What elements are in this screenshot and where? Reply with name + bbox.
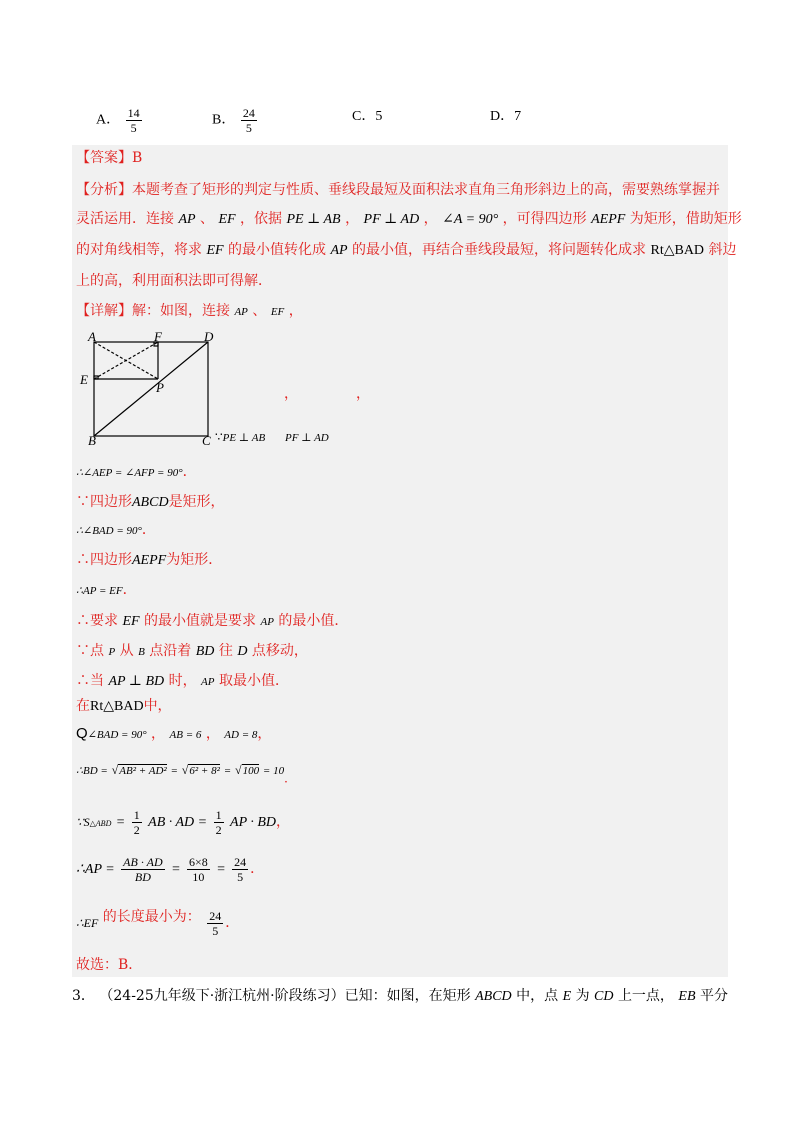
option-a-label: A．	[96, 112, 121, 128]
step-2-text-a: ∵四边形	[76, 494, 132, 510]
frac-num: 1	[215, 807, 222, 822]
math-e: E	[562, 989, 572, 1004]
step-dot: ．	[182, 464, 197, 480]
math-ap: AP	[201, 676, 215, 688]
step-dot: ．	[284, 771, 297, 785]
option-b	[212, 106, 259, 135]
label-c: C	[202, 433, 211, 446]
analysis-comma: ，	[345, 211, 360, 227]
step-7-text-d: 往	[218, 643, 233, 659]
math-area: ∵S	[76, 815, 90, 829]
step-comma: ，	[257, 726, 272, 742]
step-8	[76, 671, 289, 692]
step-12	[76, 806, 290, 840]
question-text-d: 上一点，	[617, 988, 674, 1004]
fraction-half-1	[132, 808, 142, 837]
step-7-text-a: ∵点	[76, 643, 104, 659]
diagonal-bd	[94, 342, 208, 436]
analysis-text-2c: ，依据	[240, 211, 283, 227]
analysis-text-3d: 斜边	[708, 242, 737, 258]
because-perp-line	[215, 430, 329, 444]
step-8-text-b: 时，	[168, 673, 197, 689]
step-6-text-a: ∴要求	[76, 613, 118, 629]
option-a-fraction	[126, 106, 142, 135]
analysis-tag: 【分析】	[76, 182, 132, 198]
analysis-line-2	[76, 209, 742, 230]
label-e: E	[80, 372, 88, 387]
analysis-text-2a: 灵活运用．连接	[76, 211, 174, 227]
math-ef: EF	[218, 212, 236, 227]
step-11: ∴BD = √AB² + AD² = √6² + 8² = √100 = 10．	[76, 763, 297, 785]
math-ab-ad: AB · AD =	[148, 815, 208, 830]
analysis-line-4: 上的高，利用面积法即可得解．	[76, 273, 272, 289]
math-bd: BD	[195, 644, 215, 659]
step-7-text-c: 点沿着	[149, 643, 192, 659]
math-ef: EF	[83, 916, 99, 930]
question-number: 3．	[72, 988, 95, 1004]
math-ap: AP	[330, 243, 348, 258]
question-text-b: 中，点	[516, 988, 559, 1004]
step-4-text-b: 为矩形．	[166, 552, 223, 568]
math-angles-90: ∴∠AEP = ∠AFP = 90°	[76, 467, 183, 479]
step-14	[76, 906, 239, 940]
frac-den: 2	[215, 822, 222, 837]
frac-num: 24	[234, 854, 247, 869]
step-comma: ，	[151, 726, 166, 742]
option-b-den: 5	[245, 121, 252, 135]
detail-tag: 【详解】	[76, 303, 132, 319]
math-ap: AP	[260, 616, 274, 628]
math-abcd: ABCD	[475, 989, 512, 1004]
analysis-text-3c: 的最小值，再结合垂线段最短，将问题转化成求	[352, 242, 647, 258]
analysis-text-3a: 的对角线相等，将求	[76, 242, 202, 258]
step-dot: ．	[122, 582, 137, 598]
option-c: C．5	[352, 109, 383, 124]
step-6-text-c: 的最小值．	[278, 613, 349, 629]
step-dot: ．	[225, 915, 240, 931]
frac-num: 1	[133, 807, 140, 822]
analysis-text-1: 本题考查了矩形的判定与性质、垂线段最短及面积法求直角三角形斜边上的高，需要熟练掌握并	[132, 182, 720, 198]
answer-line	[76, 148, 142, 168]
step-1	[76, 462, 197, 483]
math-eq: =	[216, 862, 226, 877]
frac-num: 6×8	[188, 854, 208, 869]
fraction-half-2	[214, 808, 224, 837]
step-8-text-c: 取最小值．	[218, 673, 289, 689]
math-ap-bd: AP · BD	[230, 815, 277, 830]
step-9-text-b: 中，	[143, 698, 172, 714]
math-sqrt-3: 100	[242, 765, 260, 777]
step-4	[76, 550, 222, 571]
question-3	[72, 986, 728, 1007]
step-7-text-e: 点移动，	[251, 643, 308, 659]
frac-den: 10	[192, 869, 205, 884]
math-angle-bad: ∴∠BAD = 90°	[76, 525, 142, 537]
math-eq: =	[115, 815, 126, 830]
option-b-num: 24	[242, 106, 255, 120]
math-ap-eq-ef: ∴AP = EF	[76, 585, 123, 597]
label-f: F	[154, 329, 162, 344]
analysis-line-1	[76, 180, 720, 200]
math-eq: =	[223, 765, 232, 777]
fraction-24-5	[232, 855, 248, 884]
label-b: B	[88, 433, 96, 446]
frac-den: 5	[212, 923, 219, 938]
q-symbol: Q	[76, 725, 88, 742]
detail-intro	[76, 301, 303, 322]
step-13	[76, 852, 264, 887]
question-text-e: 平分	[699, 988, 728, 1004]
analysis-line-3	[76, 240, 737, 261]
math-aepf: AEPF	[132, 553, 167, 568]
math-d: D	[237, 644, 248, 659]
frac-num: AB · AD	[123, 854, 163, 869]
choose-line: 故选：B．	[76, 957, 143, 973]
step-dot: ．	[250, 861, 265, 877]
detail-intro-text: 解：如图，连接	[132, 303, 230, 319]
label-p: P	[156, 380, 164, 395]
step-14-text: 的长度最小为：	[102, 909, 201, 925]
fraction-6x8-10	[187, 855, 210, 884]
math-p: P	[108, 646, 116, 658]
option-a	[96, 106, 144, 135]
math-eq: =	[170, 765, 178, 777]
math-eq-10: = 10	[262, 765, 285, 777]
detail-comma: ，	[288, 303, 303, 319]
math-ad-8: AD = 8	[224, 729, 258, 741]
option-a-den: 5	[130, 121, 137, 135]
therefore-symbol: ∴	[76, 916, 84, 930]
step-6-text-b: 的最小值就是要求	[144, 613, 257, 629]
question-text-c: 为	[575, 988, 590, 1004]
frac-den: 5	[237, 869, 244, 884]
step-comma: ，	[276, 814, 291, 830]
option-b-label: B．	[212, 112, 236, 128]
frac-num: 24	[209, 908, 222, 923]
step-5	[76, 580, 137, 601]
math-angle-bad: ∠BAD = 90°	[87, 729, 147, 741]
label-d: D	[204, 329, 214, 344]
math-angle-a: ∠A = 90°	[442, 212, 499, 227]
step-9	[76, 696, 172, 717]
math-pf-perp-ad: PF ⊥ AD	[285, 432, 329, 444]
math-ab-6: AB = 6	[169, 729, 202, 741]
math-sqrt-1: AB² + AD²	[119, 765, 167, 777]
math-eq: =	[171, 862, 181, 877]
label-a: A	[88, 329, 96, 344]
answer-value: B	[132, 150, 143, 166]
math-rt-bad: Rt△BAD	[650, 243, 705, 258]
step-comma: ，	[205, 726, 220, 742]
math-ap-perp-bd: AP ⊥ BD	[108, 674, 165, 689]
math-ap: AP	[178, 212, 196, 227]
math-b: B	[138, 646, 145, 658]
math-ef: EF	[122, 614, 140, 629]
step-7-text-b: 从	[119, 643, 134, 659]
step-2	[76, 492, 225, 513]
floating-comma-1: ，	[284, 386, 298, 402]
because-symbol: ∵	[215, 430, 223, 444]
fraction-24-5-final	[207, 909, 223, 938]
analysis-text-2g: 为矩形，借助矩形	[629, 211, 742, 227]
math-aepf: AEPF	[591, 212, 626, 227]
step-10	[76, 724, 271, 745]
math-rt-bad: Rt△BAD	[90, 699, 144, 714]
math-ap-eq: ∴AP =	[76, 862, 115, 877]
math-sqrt-2: 6² + 8²	[189, 765, 220, 777]
math-cd: CD	[594, 989, 614, 1004]
analysis-sep: 、	[200, 211, 215, 227]
option-d: D．7	[490, 109, 522, 124]
math-ef: EF	[270, 306, 285, 318]
math-ap: AP	[234, 306, 248, 318]
floating-comma-2: ，	[356, 386, 370, 402]
answer-tag: 【答案】	[76, 150, 132, 166]
math-pe-perp-ab: PE ⊥ AB	[222, 432, 266, 444]
question-text-a: 已知：如图，在矩形	[344, 988, 471, 1004]
step-dot: ．	[141, 522, 156, 538]
frac-den: 2	[133, 822, 140, 837]
math-abcd: ABCD	[132, 495, 169, 510]
math-pe-perp-ab: PE ⊥ AB	[286, 212, 341, 227]
step-6	[76, 611, 348, 632]
math-bd-eq: ∴BD =	[76, 765, 108, 777]
analysis-text-3b: 的最小值转化成	[228, 242, 327, 258]
fraction-ab-ad-bd	[121, 855, 164, 884]
math-eb: EB	[678, 989, 696, 1004]
step-4-text-a: ∴四边形	[76, 552, 132, 568]
question-source: （24-25九年级下·浙江杭州·阶段练习）	[99, 988, 345, 1004]
step-2-text-b: 是矩形，	[168, 494, 225, 510]
rectangle-figure	[76, 328, 226, 446]
option-a-num: 14	[127, 106, 140, 120]
detail-sep: 、	[252, 303, 267, 319]
step-7	[76, 641, 308, 662]
frac-den: BD	[134, 869, 151, 884]
step-9-text-a: 在	[76, 698, 90, 714]
analysis-comma: ，	[423, 211, 438, 227]
math-ef: EF	[206, 243, 224, 258]
math-area-sub: △ABD	[89, 819, 112, 828]
step-3	[76, 520, 156, 541]
step-8-text-a: ∴当	[76, 673, 104, 689]
math-pf-perp-ad: PF ⊥ AD	[363, 212, 420, 227]
option-b-fraction	[241, 106, 257, 135]
analysis-text-2f: ，可得四边形	[502, 211, 587, 227]
